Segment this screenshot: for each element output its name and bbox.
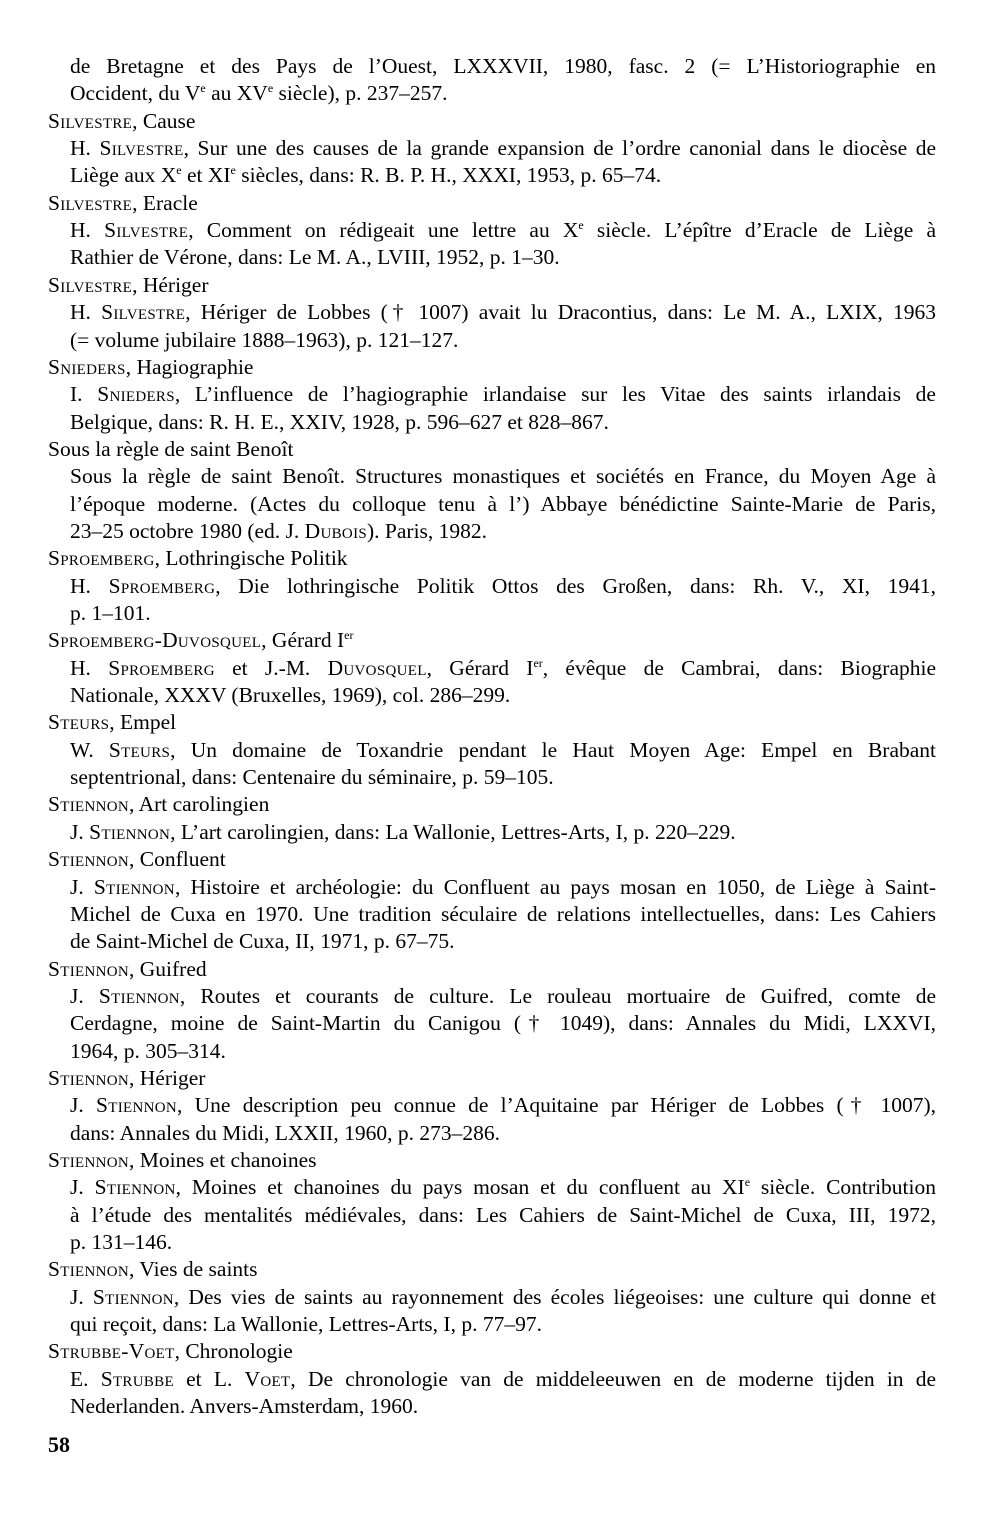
text-segment: , Lothringische Politik bbox=[154, 546, 348, 571]
entry-text-line bbox=[70, 874, 936, 901]
text-segment: , évêque de Cambrai, dans: Biographie bbox=[542, 655, 937, 680]
author-name: Stiennon bbox=[48, 792, 130, 817]
entry-text-line bbox=[70, 737, 936, 764]
superscript: e bbox=[578, 218, 584, 233]
text-segment: , Die lothringische Politik Ottos des Großen, dans: Rh. V., XI, 1941, bbox=[215, 573, 936, 598]
text-segment: Michel de Cuxa en 1970. Une tradition séculaire de relations intellectuelles, dans: Les Cahiers bbox=[70, 901, 936, 926]
text-segment: Sous la règle de saint Benoît. Structures monastiques et sociétés en France, du Moyen Age à bbox=[70, 464, 936, 489]
text-segment: , Comment on rédigeait une lettre au X bbox=[188, 218, 579, 243]
page-number: 58 bbox=[48, 1432, 70, 1457]
entry-heading bbox=[48, 956, 207, 983]
text-segment: p. 131–146. bbox=[70, 1230, 173, 1255]
entry-text-line bbox=[70, 1229, 936, 1256]
entry-heading bbox=[48, 545, 348, 572]
text-segment: , Gérard I bbox=[261, 628, 345, 653]
entry-text-line bbox=[70, 1120, 936, 1147]
text-segment: siècle. L’épître d’Eracle de Liège à bbox=[583, 218, 936, 243]
entry-text-line bbox=[70, 244, 936, 271]
text-segment: , Moines et chanoines bbox=[129, 1148, 317, 1172]
text-segment: , Vies de saints bbox=[129, 1257, 258, 1282]
author-name: Snieders bbox=[48, 354, 126, 379]
author-name: Silvestre bbox=[101, 300, 186, 325]
text-segment: , L’influence de l’hagiographie irlandaise sur les Vitae des saints irlandais de bbox=[174, 382, 936, 407]
text-segment: J. bbox=[70, 1284, 93, 1309]
author-name: Duvosquel bbox=[327, 655, 427, 680]
entry-text-line bbox=[70, 600, 936, 627]
entry-text-line bbox=[70, 983, 936, 1010]
entry-heading bbox=[48, 272, 209, 299]
text-segment: et J.-M. bbox=[214, 655, 328, 680]
text-segment: H. bbox=[70, 136, 100, 161]
text-segment: Belgique, dans: R. H. E., XXIV, 1928, p. 596–627 et 828–867. bbox=[70, 409, 609, 434]
text-segment: J. bbox=[70, 1093, 96, 1118]
text-segment: , Des vies de saints au rayonnement des écoles liégeoises: une culture qui donne et bbox=[173, 1284, 937, 1309]
text-segment: E. bbox=[70, 1366, 101, 1391]
text-segment: , Chronologie bbox=[174, 1339, 293, 1364]
entry-text-line bbox=[70, 901, 936, 928]
entry-text-line bbox=[70, 217, 936, 244]
author-name: Strubbe bbox=[100, 1366, 174, 1391]
text-segment: qui reçoit, dans: La Wallonie, Lettres-Arts, I, p. 77–97. bbox=[70, 1312, 542, 1337]
entry-text-line bbox=[70, 491, 936, 518]
author-name: Stiennon bbox=[96, 1093, 178, 1118]
entry-text-line bbox=[70, 1174, 936, 1201]
text-segment: Sous la règle de saint Benoît bbox=[48, 436, 294, 461]
author-name: Silvestre bbox=[99, 136, 184, 161]
entry-text-line bbox=[70, 1202, 936, 1229]
entry-text-line bbox=[70, 1010, 936, 1037]
text-segment: H. bbox=[70, 300, 102, 325]
text-segment: , L’art carolingien, dans: La Wallonie, Lettres-Arts, I, p. 220–229. bbox=[170, 819, 736, 844]
superscript: er bbox=[533, 655, 543, 670]
author-name: Sproemberg-Duvosquel bbox=[48, 628, 262, 653]
entry-text-line bbox=[70, 327, 936, 354]
author-name: Silvestre bbox=[48, 272, 133, 297]
superscript: e bbox=[267, 81, 274, 96]
text-segment: Rathier de Vérone, dans: Le M. A., LVIII, 1952, p. 1–30. bbox=[70, 245, 560, 270]
text-segment: , Hériger de Lobbes († 1007) avait lu Dracontius, dans: Le M. A., LXIX, 1963 bbox=[185, 300, 936, 325]
author-name: Sproemberg bbox=[108, 655, 215, 680]
entry-text-line bbox=[70, 299, 936, 326]
entry-text-line bbox=[70, 53, 936, 80]
entry-heading bbox=[48, 1065, 205, 1092]
text-segment: , Moines et chanoines du pays mosan et du confluent au XI bbox=[175, 1175, 745, 1200]
text-segment: , Cause bbox=[132, 108, 196, 133]
entry-heading bbox=[48, 791, 269, 818]
entry-text-line bbox=[70, 1311, 936, 1338]
text-segment: au XV bbox=[205, 81, 268, 106]
text-segment: J. bbox=[70, 819, 90, 844]
author-name: Silvestre bbox=[48, 190, 133, 215]
text-segment: J. bbox=[70, 1175, 95, 1200]
author-name: Voet bbox=[244, 1366, 291, 1391]
text-segment: Liège aux X bbox=[70, 163, 177, 188]
text-segment: , Gérard I bbox=[426, 655, 534, 680]
text-segment: et L. bbox=[173, 1366, 245, 1391]
entry-heading bbox=[48, 1338, 293, 1365]
entry-heading bbox=[48, 190, 198, 217]
author-name: Steurs bbox=[48, 710, 110, 735]
superscript: e bbox=[230, 163, 236, 178]
text-segment: 1964, p. 305–314. bbox=[70, 1038, 226, 1063]
author-name: Strubbe-Voet bbox=[48, 1339, 175, 1364]
text-segment: J. bbox=[70, 983, 99, 1008]
text-segment: W. bbox=[70, 737, 109, 762]
author-name: Sproemberg bbox=[108, 573, 216, 598]
text-segment: H. bbox=[70, 218, 105, 243]
entry-text-line bbox=[70, 819, 936, 846]
entry-heading bbox=[48, 846, 226, 873]
entry-text-line bbox=[70, 928, 936, 955]
author-name: Stiennon bbox=[48, 847, 130, 872]
text-segment: à l’étude des mentalités médiévales, dans: Les Cahiers de Saint-Michel de Cuxa, III, 1972, bbox=[70, 1202, 936, 1227]
entry-heading bbox=[48, 709, 176, 736]
text-segment: I. bbox=[70, 382, 98, 407]
entry-text-line bbox=[70, 764, 936, 791]
text-segment: Occident, du V bbox=[70, 81, 201, 106]
text-segment: 23–25 octobre 1980 (ed. J. bbox=[70, 518, 305, 543]
author-name: Stiennon bbox=[48, 1148, 130, 1172]
author-name: Stiennon bbox=[89, 819, 171, 844]
text-segment: H. bbox=[70, 655, 109, 680]
text-segment: de Saint-Michel de Cuxa, II, 1971, p. 67–75. bbox=[70, 929, 455, 954]
text-segment: Nederlanden. Anvers-Amsterdam, 1960. bbox=[70, 1394, 419, 1419]
text-segment: , Histoire et archéologie: du Confluent au pays mosan en 1050, de Liège à Saint- bbox=[174, 874, 936, 899]
entry-text-line bbox=[70, 655, 936, 682]
author-name: Stiennon bbox=[48, 956, 130, 981]
author-name: Silvestre bbox=[48, 108, 133, 133]
text-segment: , De chronologie van de middeleeuwen en de moderne tijden in de bbox=[290, 1366, 937, 1391]
entry-heading bbox=[48, 354, 253, 381]
author-name: Dubois bbox=[304, 518, 368, 543]
entry-heading bbox=[48, 1147, 317, 1174]
entry-text-line bbox=[70, 162, 936, 189]
author-name: Stiennon bbox=[98, 983, 180, 1008]
text-segment: siècle. Contribution bbox=[750, 1175, 936, 1200]
text-segment: , Guifred bbox=[129, 956, 207, 981]
text-segment: p. 1–101. bbox=[70, 601, 151, 625]
entry-text-line bbox=[70, 381, 936, 408]
text-segment: ). Paris, 1982. bbox=[367, 518, 488, 543]
superscript: e bbox=[744, 1175, 751, 1190]
entry-text-line bbox=[70, 573, 936, 600]
entry-text-line bbox=[70, 518, 936, 545]
text-segment: l’époque moderne. (Actes du colloque tenu à l’) Abbaye bénédictine Sainte-Marie de Paris, bbox=[70, 491, 936, 516]
author-name: Stiennon bbox=[48, 1065, 130, 1090]
entry-text-line bbox=[70, 1092, 936, 1119]
text-segment: , Confluent bbox=[129, 847, 226, 872]
entry-heading bbox=[48, 436, 293, 463]
text-segment: de Bretagne et des Pays de l’Ouest, LXXXVII, 1980, fasc. 2 (= L’Historiographie en bbox=[70, 54, 936, 78]
text-segment: H. bbox=[70, 573, 109, 598]
author-name: Sproemberg bbox=[48, 546, 155, 571]
text-segment: , Art carolingien bbox=[129, 792, 270, 817]
text-segment: Cerdagne, moine de Saint-Martin du Canigou († 1049), dans: Annales du Midi, LXXVI, bbox=[70, 1011, 936, 1036]
text-segment: Nationale, XXXV (Bruxelles, 1969), col. 286–299. bbox=[70, 683, 511, 708]
entry-text-line bbox=[70, 1393, 936, 1420]
entry-text-line bbox=[70, 1284, 936, 1311]
text-segment: , Empel bbox=[109, 710, 177, 735]
entry-text-line bbox=[70, 409, 936, 436]
author-name: Stiennon bbox=[93, 874, 175, 899]
text-segment: , Routes et courants de culture. Le rouleau mortuaire de Guifred, comte de bbox=[179, 983, 936, 1008]
text-segment: , Sur une des causes de la grande expansion de l’ordre canonial dans le diocèse de bbox=[183, 136, 936, 161]
entry-text-line bbox=[70, 135, 936, 162]
text-segment: septentrional, dans: Centenaire du séminaire, p. 59–105. bbox=[70, 765, 554, 790]
text-segment: , Un domaine de Toxandrie pendant le Haut Moyen Age: Empel en Brabant bbox=[170, 737, 936, 762]
text-segment: , Eracle bbox=[132, 190, 198, 215]
author-name: Steurs bbox=[108, 737, 171, 762]
author-name: Silvestre bbox=[104, 218, 189, 243]
text-segment: , Une description peu connue de l’Aquitaine par Hériger de Lobbes († 1007), bbox=[177, 1093, 936, 1118]
entry-text-line bbox=[70, 682, 936, 709]
superscript: er bbox=[344, 628, 354, 643]
entry-text-line bbox=[70, 80, 936, 107]
entry-heading bbox=[48, 1256, 258, 1283]
text-segment: , Hériger bbox=[132, 272, 209, 297]
text-segment: siècle), p. 237–257. bbox=[273, 81, 448, 106]
entry-text-line bbox=[70, 1038, 936, 1065]
author-name: Stiennon bbox=[92, 1284, 174, 1309]
author-name: Snieders bbox=[97, 382, 175, 407]
superscript: e bbox=[200, 81, 206, 96]
text-segment: (= volume jubilaire 1888–1963), p. 121–127. bbox=[70, 327, 459, 352]
text-segment: , Hagiographie bbox=[125, 354, 254, 379]
author-name: Stiennon bbox=[48, 1257, 130, 1282]
text-segment: , Hériger bbox=[129, 1065, 206, 1090]
superscript: e bbox=[176, 163, 182, 178]
text-segment: siècles, dans: R. B. P. H., XXXI, 1953, p. 65–74. bbox=[235, 163, 662, 188]
author-name: Stiennon bbox=[94, 1175, 176, 1200]
text-segment: J. bbox=[70, 874, 94, 899]
entry-text-line bbox=[70, 463, 936, 490]
text-segment: et XI bbox=[181, 163, 231, 188]
entry-heading bbox=[48, 108, 195, 135]
entry-text-line bbox=[70, 1366, 936, 1393]
entry-heading bbox=[48, 627, 353, 654]
text-segment: dans: Annales du Midi, LXXII, 1960, p. 273–286. bbox=[70, 1120, 500, 1145]
